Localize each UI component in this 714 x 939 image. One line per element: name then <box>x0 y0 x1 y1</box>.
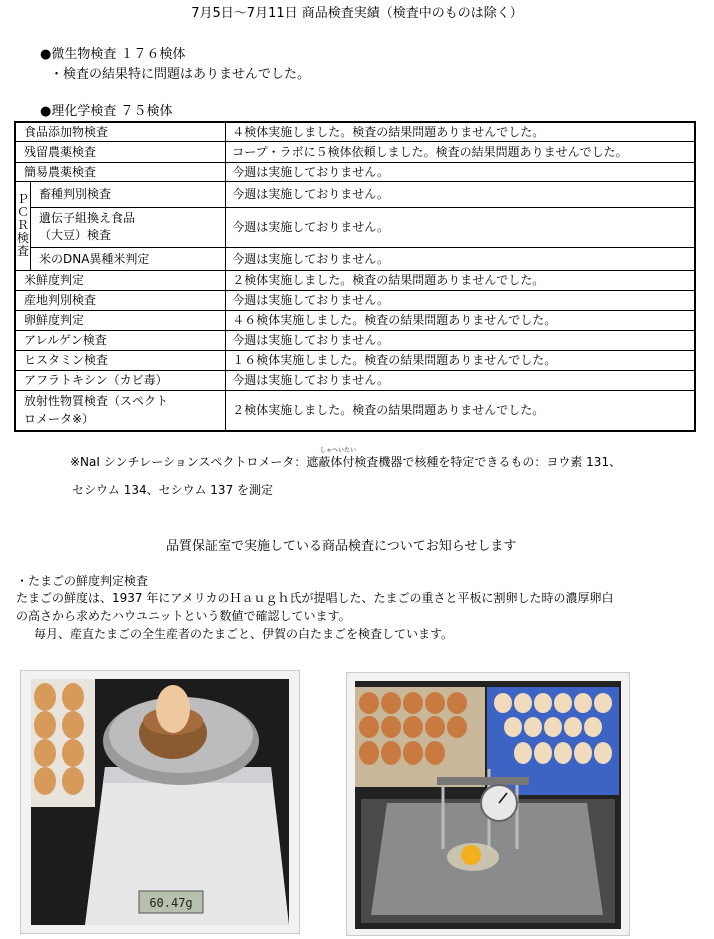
micro-heading: ●微生物検査 １７６検体 <box>40 47 186 62</box>
notice-body-line2: の高さから求めたハウユニットという数値で確認しています。 <box>16 609 351 623</box>
table-row <box>15 162 695 181</box>
page-title: 7月5日～7月11日 商品検査実績（検査中のものは除く） <box>191 6 523 21</box>
notice-heading: 品質保証室で実施している商品検査についてお知らせします <box>166 539 517 554</box>
table-row <box>15 141 695 162</box>
physchem-heading: ●理化学検査 ７５検体 <box>40 104 173 119</box>
table-row <box>15 181 695 207</box>
pcr-group-label: Ｐ Ｃ Ｒ 検 査 <box>15 181 31 270</box>
footnote-ruby: しゃへいたい <box>320 447 357 454</box>
footnote-line2: セシウム 134、セシウム 137 を測定 <box>72 483 274 497</box>
footnote-line1: ※NaI シンチレーションスペクトロメータ：遮蔽体付検査機器で核種を特定できるもの：ヨウ素 131、 <box>70 455 622 469</box>
test-result: 今週は実施しておりません。 <box>226 181 695 207</box>
haugh-gauge-photo <box>346 672 630 936</box>
table-row <box>15 122 695 141</box>
table-row <box>15 310 695 330</box>
test-name: 遺伝子組換え食品 （大豆）検査 <box>31 207 226 247</box>
table-row <box>15 207 695 247</box>
test-name: 残留農薬検査 <box>15 141 226 162</box>
test-name: 畜種判別検査 <box>31 181 226 207</box>
test-result: 今週は実施しておりません。 <box>226 290 695 310</box>
table-row <box>15 390 695 431</box>
test-result: ４検体実施しました。検査の結果問題ありませんでした。 <box>226 122 695 141</box>
test-result: １６検体実施しました。検査の結果問題ありませんでした。 <box>226 350 695 370</box>
egg-scale-illustration <box>21 671 299 933</box>
test-name: アレルゲン検査 <box>15 330 226 350</box>
test-name: 放射性物質検査（スペクト ロメータ※） <box>15 390 226 431</box>
test-name: 米のDNA異種米判定 <box>31 247 226 270</box>
table-row <box>15 290 695 310</box>
notice-section: ・たまごの鮮度判定検査 <box>16 574 149 588</box>
test-result: ２検体実施しました。検査の結果問題ありませんでした。 <box>226 390 695 431</box>
inspection-table <box>14 121 696 432</box>
test-name: アフラトキシン（カビ毒） <box>15 370 226 390</box>
table-row <box>15 330 695 350</box>
test-result: 今週は実施しておりません。 <box>226 330 695 350</box>
test-name: 食品添加物検査 <box>15 122 226 141</box>
haugh-gauge-illustration <box>347 673 629 935</box>
test-name: 産地判別検査 <box>15 290 226 310</box>
notice-body-line3: 毎月、産直たまごの全生産者のたまごと、伊賀の白たまごを検査しています。 <box>34 627 454 641</box>
test-result: 今週は実施しておりません。 <box>226 247 695 270</box>
test-name: 簡易農薬検査 <box>15 162 226 181</box>
test-result: ２検体実施しました。検査の結果問題ありませんでした。 <box>226 270 695 290</box>
table-row <box>15 247 695 270</box>
test-name: ヒスタミン検査 <box>15 350 226 370</box>
table-row <box>15 270 695 290</box>
test-result: 今週は実施しておりません。 <box>226 370 695 390</box>
table-row <box>15 350 695 370</box>
egg-scale-photo <box>20 670 300 934</box>
micro-note: ・検査の結果特に問題はありませんでした。 <box>50 67 311 82</box>
test-name: 卵鮮度判定 <box>15 310 226 330</box>
scale-reading: 60.47g <box>149 896 193 910</box>
test-result: 今週は実施しておりません。 <box>226 162 695 181</box>
notice-body-line1: たまごの鮮度は、1937 年にアメリカのＨａｕｇｈ氏が提唱した、たまごの重さと平板に割卵した時の濃厚卵白 <box>16 591 614 605</box>
table-row <box>15 370 695 390</box>
test-result: ４６検体実施しました。検査の結果問題ありませんでした。 <box>226 310 695 330</box>
test-result: 今週は実施しておりません。 <box>226 207 695 247</box>
test-name: 米鮮度判定 <box>15 270 226 290</box>
test-result: コープ・ラボに５検体依頼しました。検査の結果問題ありませんでした。 <box>226 141 695 162</box>
